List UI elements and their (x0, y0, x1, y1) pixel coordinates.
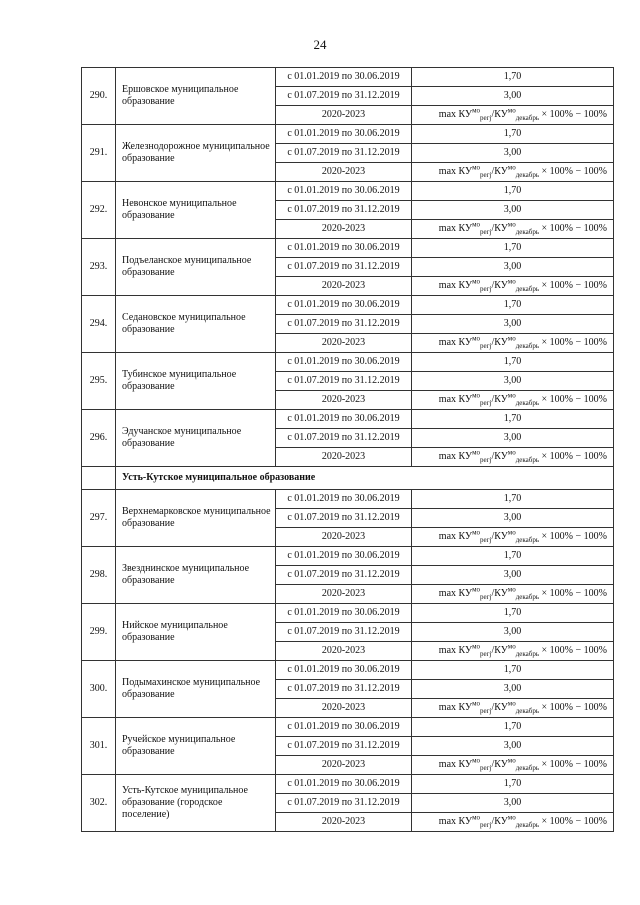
value-second-half: 3,00 (412, 737, 614, 756)
municipality-name: Седановское муниципальное образование (116, 296, 276, 353)
municipality-name: Тубинское муниципальное образование (116, 353, 276, 410)
growth-formula: $\max КУ^{мо}_{регj}/КУ^{мо}_{декабрь} \times 100\% - 100\%$ (412, 585, 614, 604)
growth-formula: $\max КУ^{мо}_{регj}/КУ^{мо}_{декабрь} \times 100\% - 100\%$ (412, 220, 614, 239)
municipality-name: Подымахинское муниципальное образование (116, 661, 276, 718)
value-first-half: 1,70 (412, 68, 614, 87)
section-empty-cell (82, 467, 116, 490)
period-2020-2023: 2020-2023 (276, 813, 412, 832)
period-first-half: с 01.01.2019 по 30.06.2019 (276, 296, 412, 315)
growth-formula: $\max КУ^{мо}_{регj}/КУ^{мо}_{декабрь} \times 100\% - 100\%$ (412, 699, 614, 718)
table-row (82, 182, 614, 201)
value-first-half: 1,70 (412, 239, 614, 258)
period-second-half: с 01.07.2019 по 31.12.2019 (276, 144, 412, 163)
row-number: 294. (82, 296, 116, 353)
period-second-half: с 01.07.2019 по 31.12.2019 (276, 315, 412, 334)
period-second-half: с 01.07.2019 по 31.12.2019 (276, 737, 412, 756)
growth-formula: $\max КУ^{мо}_{регj}/КУ^{мо}_{декабрь} \times 100\% - 100\%$ (412, 448, 614, 467)
period-second-half: с 01.07.2019 по 31.12.2019 (276, 258, 412, 277)
period-second-half: с 01.07.2019 по 31.12.2019 (276, 429, 412, 448)
municipality-name: Железнодорожное муниципальное образование (116, 125, 276, 182)
period-2020-2023: 2020-2023 (276, 277, 412, 296)
value-second-half: 3,00 (412, 87, 614, 106)
period-2020-2023: 2020-2023 (276, 528, 412, 547)
period-2020-2023: 2020-2023 (276, 699, 412, 718)
table-row (82, 68, 614, 87)
period-second-half: с 01.07.2019 по 31.12.2019 (276, 680, 412, 699)
value-first-half: 1,70 (412, 775, 614, 794)
period-first-half: с 01.01.2019 по 30.06.2019 (276, 490, 412, 509)
table-row (82, 604, 614, 623)
municipality-name: Нийское муниципальное образование (116, 604, 276, 661)
growth-formula: $\max КУ^{мо}_{регj}/КУ^{мо}_{декабрь} \times 100\% - 100\%$ (412, 277, 614, 296)
municipality-name: Верхнемарковское муниципальное образование (116, 490, 276, 547)
period-2020-2023: 2020-2023 (276, 585, 412, 604)
value-second-half: 3,00 (412, 680, 614, 699)
row-number: 291. (82, 125, 116, 182)
table-row (82, 661, 614, 680)
value-second-half: 3,00 (412, 566, 614, 585)
row-number: 292. (82, 182, 116, 239)
municipality-name: Ершовское муниципальное образование (116, 68, 276, 125)
period-second-half: с 01.07.2019 по 31.12.2019 (276, 87, 412, 106)
value-second-half: 3,00 (412, 794, 614, 813)
value-first-half: 1,70 (412, 410, 614, 429)
table-row (82, 775, 614, 794)
value-first-half: 1,70 (412, 661, 614, 680)
period-first-half: с 01.01.2019 по 30.06.2019 (276, 182, 412, 201)
growth-formula: $\max КУ^{мо}_{регj}/КУ^{мо}_{декабрь} \times 100\% - 100\%$ (412, 642, 614, 661)
period-2020-2023: 2020-2023 (276, 391, 412, 410)
table-row (82, 125, 614, 144)
row-number: 299. (82, 604, 116, 661)
growth-formula: $\max КУ^{мо}_{регj}/КУ^{мо}_{декабрь} \times 100\% - 100\%$ (412, 334, 614, 353)
period-first-half: с 01.01.2019 по 30.06.2019 (276, 68, 412, 87)
value-first-half: 1,70 (412, 125, 614, 144)
municipality-name: Невонское муниципальное образование (116, 182, 276, 239)
table-row (82, 296, 614, 315)
period-second-half: с 01.07.2019 по 31.12.2019 (276, 794, 412, 813)
table-section (82, 467, 614, 490)
growth-formula: $\max КУ^{мо}_{регj}/КУ^{мо}_{декабрь} \times 100\% - 100\%$ (412, 391, 614, 410)
value-second-half: 3,00 (412, 623, 614, 642)
period-second-half: с 01.07.2019 по 31.12.2019 (276, 372, 412, 391)
value-first-half: 1,70 (412, 353, 614, 372)
table-body-top (82, 68, 614, 467)
value-first-half: 1,70 (412, 182, 614, 201)
value-second-half: 3,00 (412, 509, 614, 528)
period-first-half: с 01.01.2019 по 30.06.2019 (276, 661, 412, 680)
page-number: 24 (313, 37, 327, 52)
section-row (82, 467, 614, 490)
period-2020-2023: 2020-2023 (276, 756, 412, 775)
period-2020-2023: 2020-2023 (276, 106, 412, 125)
municipality-name: Подъеланское муниципальное образование (116, 239, 276, 296)
municipality-name: Ручейское муниципальное образование (116, 718, 276, 775)
period-first-half: с 01.01.2019 по 30.06.2019 (276, 604, 412, 623)
row-number: 302. (82, 775, 116, 832)
value-second-half: 3,00 (412, 372, 614, 391)
period-2020-2023: 2020-2023 (276, 220, 412, 239)
municipality-name: Эдучанское муниципальное образование (116, 410, 276, 467)
period-second-half: с 01.07.2019 по 31.12.2019 (276, 623, 412, 642)
value-first-half: 1,70 (412, 604, 614, 623)
municipality-name: Звезднинское муниципальное образование (116, 547, 276, 604)
period-second-half: с 01.07.2019 по 31.12.2019 (276, 201, 412, 220)
period-second-half: с 01.07.2019 по 31.12.2019 (276, 509, 412, 528)
value-second-half: 3,00 (412, 315, 614, 334)
row-number: 296. (82, 410, 116, 467)
table-body-bottom (82, 490, 614, 832)
row-number: 290. (82, 68, 116, 125)
municipality-name: Усть-Кутское муниципальное образование (городское поселение) (116, 775, 276, 832)
value-second-half: 3,00 (412, 429, 614, 448)
growth-formula: $\max КУ^{мо}_{регj}/КУ^{мо}_{декабрь} \times 100\% - 100\%$ (412, 756, 614, 775)
period-first-half: с 01.01.2019 по 30.06.2019 (276, 775, 412, 794)
table-row (82, 718, 614, 737)
period-first-half: с 01.01.2019 по 30.06.2019 (276, 547, 412, 566)
growth-formula: $\max КУ^{мо}_{регj}/КУ^{мо}_{декабрь} \times 100\% - 100\%$ (412, 163, 614, 182)
table-row (82, 353, 614, 372)
row-number: 298. (82, 547, 116, 604)
value-second-half: 3,00 (412, 201, 614, 220)
period-2020-2023: 2020-2023 (276, 448, 412, 467)
period-first-half: с 01.01.2019 по 30.06.2019 (276, 125, 412, 144)
value-first-half: 1,70 (412, 547, 614, 566)
period-2020-2023: 2020-2023 (276, 642, 412, 661)
period-first-half: с 01.01.2019 по 30.06.2019 (276, 239, 412, 258)
value-second-half: 3,00 (412, 144, 614, 163)
table-row (82, 547, 614, 566)
value-first-half: 1,70 (412, 718, 614, 737)
row-number: 297. (82, 490, 116, 547)
period-first-half: с 01.01.2019 по 30.06.2019 (276, 410, 412, 429)
row-number: 295. (82, 353, 116, 410)
table-row (82, 490, 614, 509)
period-2020-2023: 2020-2023 (276, 163, 412, 182)
period-first-half: с 01.01.2019 по 30.06.2019 (276, 718, 412, 737)
table-row (82, 239, 614, 258)
value-second-half: 3,00 (412, 258, 614, 277)
row-number: 301. (82, 718, 116, 775)
period-2020-2023: 2020-2023 (276, 334, 412, 353)
table-row (82, 410, 614, 429)
growth-formula: $\max КУ^{мо}_{регj}/КУ^{мо}_{декабрь} \times 100\% - 100\%$ (412, 106, 614, 125)
growth-formula: $\max КУ^{мо}_{регj}/КУ^{мо}_{декабрь} \times 100\% - 100\%$ (412, 813, 614, 832)
row-number: 293. (82, 239, 116, 296)
tariff-table (81, 67, 614, 832)
value-first-half: 1,70 (412, 490, 614, 509)
value-first-half: 1,70 (412, 296, 614, 315)
section-title: Усть-Кутское муниципальное образование (116, 467, 614, 490)
period-second-half: с 01.07.2019 по 31.12.2019 (276, 566, 412, 585)
growth-formula: $\max КУ^{мо}_{регj}/КУ^{мо}_{декабрь} \times 100\% - 100\%$ (412, 528, 614, 547)
period-first-half: с 01.01.2019 по 30.06.2019 (276, 353, 412, 372)
row-number: 300. (82, 661, 116, 718)
